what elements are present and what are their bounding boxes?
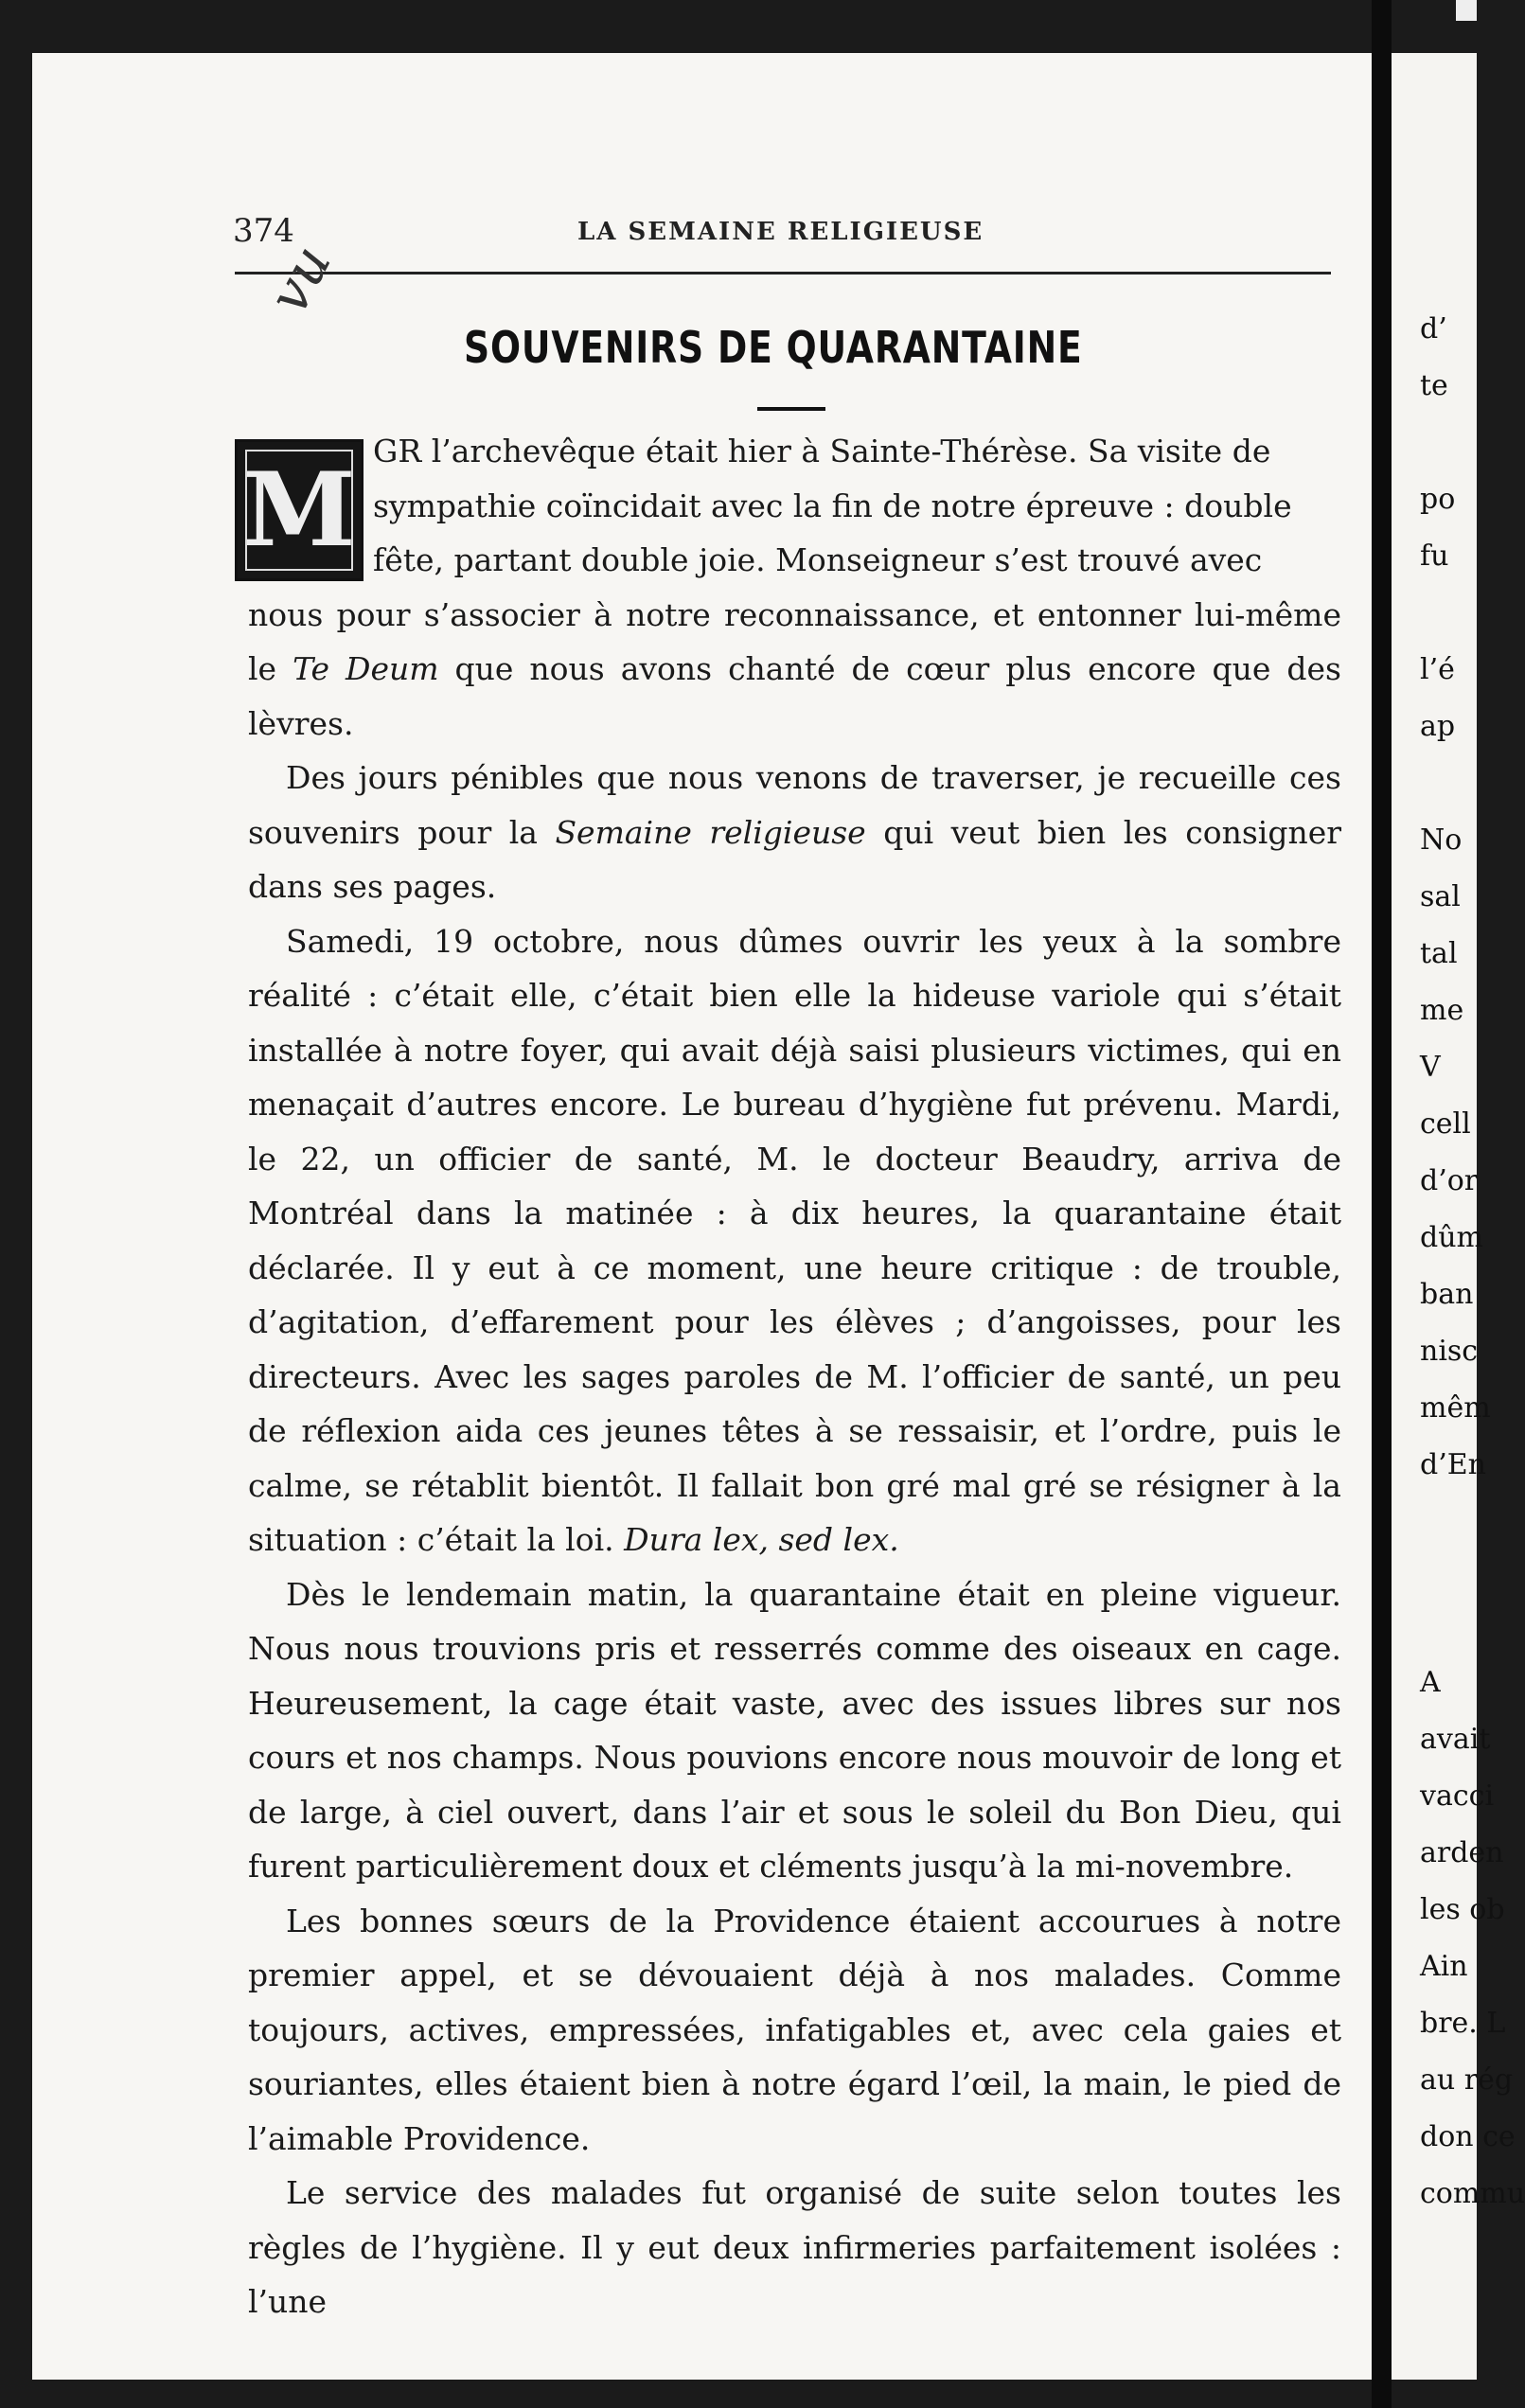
p2-italic: Semaine religieuse bbox=[555, 813, 866, 851]
p2-a: Des jours pénibles que nous venons de traverser, je recueille ces souvenirs pour la bbox=[248, 759, 1341, 851]
next-page-fragment: No bbox=[1420, 823, 1463, 857]
next-page-fragment: commu bbox=[1420, 2177, 1525, 2210]
p2-b: qui veut bien les consigner dans ses pages. bbox=[248, 813, 1341, 905]
running-head bbox=[199, 199, 1335, 256]
next-page-fragment: ap bbox=[1420, 710, 1456, 743]
article-body bbox=[248, 424, 1341, 2329]
next-page-fragment: don ce bbox=[1420, 2120, 1516, 2153]
next-page-fragment: po bbox=[1420, 483, 1456, 516]
next-page-fragment: vacci bbox=[1420, 1779, 1495, 1813]
next-page-fragment: au rég bbox=[1420, 2063, 1514, 2097]
paragraph-1 bbox=[248, 424, 1341, 751]
next-page-fragment: arden bbox=[1420, 1836, 1504, 1869]
paragraph-4: Dès le lendemain matin, la quarantaine était en pleine vigueur. Nous nous trouvions pris et resserrés comme des oiseaux en cage. Heureusement, la cage était vaste, avec des issues libres sur nos cours et nos champs. Nous pouvions encore nous mouvoir de long et de large, à ciel ouvert, dans l’air et sous le soleil du Bon Dieu, qui furent particulièrement doux et cléments jusqu’à la mi-novembre. bbox=[248, 1575, 1341, 1885]
next-page-fragment: tal bbox=[1420, 937, 1458, 970]
paragraph-2 bbox=[248, 751, 1341, 914]
next-page-fragment: d’En bbox=[1420, 1448, 1486, 1481]
next-page-fragment: Ain bbox=[1420, 1950, 1468, 1983]
next-page-fragment: nisc bbox=[1420, 1335, 1479, 1368]
next-page-fragment: d’ bbox=[1420, 312, 1447, 345]
next-page-fragment: me bbox=[1420, 994, 1464, 1027]
next-page-fragment: cell bbox=[1420, 1107, 1471, 1141]
paragraph-5: Les bonnes sœurs de la Providence étaient accourues à notre premier appel, et se dévouaient déjà à nos malades. Comme toujours, actives, empressées, infatigables et, avec cela gaies et souriantes, elles étaient bien à notre égard l’œil, la main, le pied de l’aimable Providence. bbox=[248, 1902, 1341, 2157]
next-page-fragment: sal bbox=[1420, 880, 1461, 913]
next-page-fragment: d’or bbox=[1420, 1164, 1479, 1197]
next-page-fragment: mêm bbox=[1420, 1391, 1491, 1425]
p1-rest-a: nous pour s’associer à notre reconnaissance, et entonner lui-même le bbox=[248, 595, 1341, 687]
next-page-fragment: dûm bbox=[1420, 1221, 1483, 1254]
paragraph-6: Le service des malades fut organisé de suite selon toutes les règles de l’hygiène. Il y eut deux infirmeries parfaitement isolées : l’une bbox=[248, 2174, 1341, 2320]
next-page-fragment: les ob bbox=[1420, 1893, 1505, 1926]
p1-line2: sympathie coïncidait avec la fin de notre épreuve : double bbox=[373, 487, 1292, 524]
page-number: 374 bbox=[233, 212, 294, 250]
gutter bbox=[1372, 0, 1392, 2408]
next-page-fragment: V bbox=[1420, 1051, 1441, 1084]
p3-italic: Dura lex, sed lex. bbox=[624, 1521, 899, 1558]
p1-line1: GR l’archevêque était hier à Sainte-Thérèse. Sa visite de bbox=[373, 433, 1271, 469]
header-rule bbox=[235, 272, 1331, 274]
handwritten-margin-note: vu bbox=[256, 235, 344, 324]
next-page-fragment: ban bbox=[1420, 1278, 1474, 1311]
next-page-fragment: fu bbox=[1420, 540, 1449, 573]
p3-a: Samedi, 19 octobre, nous dûmes ouvrir les yeux à la sombre réalité : c’était elle, c’était bien elle la hideuse variole qui s’était installée à notre foyer, qui avait déjà saisi plusieurs victimes, qui en menaçait d’autres encore. Le bureau d’hygiène fut prévenu. Mardi, le 22, un officier de santé, M. le docteur Beaudry, arriva de Montréal dans la matinée : à dix heures, la quarantaine était déclarée. Il y eut à ce moment, une heure critique : de trouble, d’agitation, d’effarement pour les élèves ; d’angoisses, pour les directeurs. Avec les sages paroles de M. l’officier de santé, un peu de réflexion aida ces jeunes têtes à se ressaisir, et l’ordre, puis le calme, se rétablit bientôt. Il fallait bon gré mal gré se résigner à la situation : c’était la loi. bbox=[248, 922, 1341, 1558]
next-page-fragment: A bbox=[1420, 1666, 1441, 1699]
next-page-fragment: bre. L bbox=[1420, 2007, 1506, 2040]
p1-rest-b: que nous avons chanté de cœur plus encore que des lèvres. bbox=[248, 650, 1341, 742]
corner-mark bbox=[1456, 0, 1477, 21]
p1-italic: Te Deum bbox=[293, 650, 439, 687]
article-title: SOUVENIRS DE QUARANTAINE bbox=[464, 322, 1083, 373]
journal-title: LA SEMAINE RELIGIEUSE bbox=[577, 218, 984, 246]
next-page-fragment: avait bbox=[1420, 1723, 1491, 1756]
next-page-fragment: te bbox=[1420, 369, 1448, 402]
title-rule bbox=[757, 407, 825, 411]
paragraph-3 bbox=[248, 914, 1341, 1567]
p1-line3: fête, partant double joie. Monseigneur s’est trouvé avec bbox=[373, 541, 1263, 578]
dropcap-letter: M bbox=[242, 451, 356, 570]
next-page-fragment: l’é bbox=[1420, 653, 1455, 686]
